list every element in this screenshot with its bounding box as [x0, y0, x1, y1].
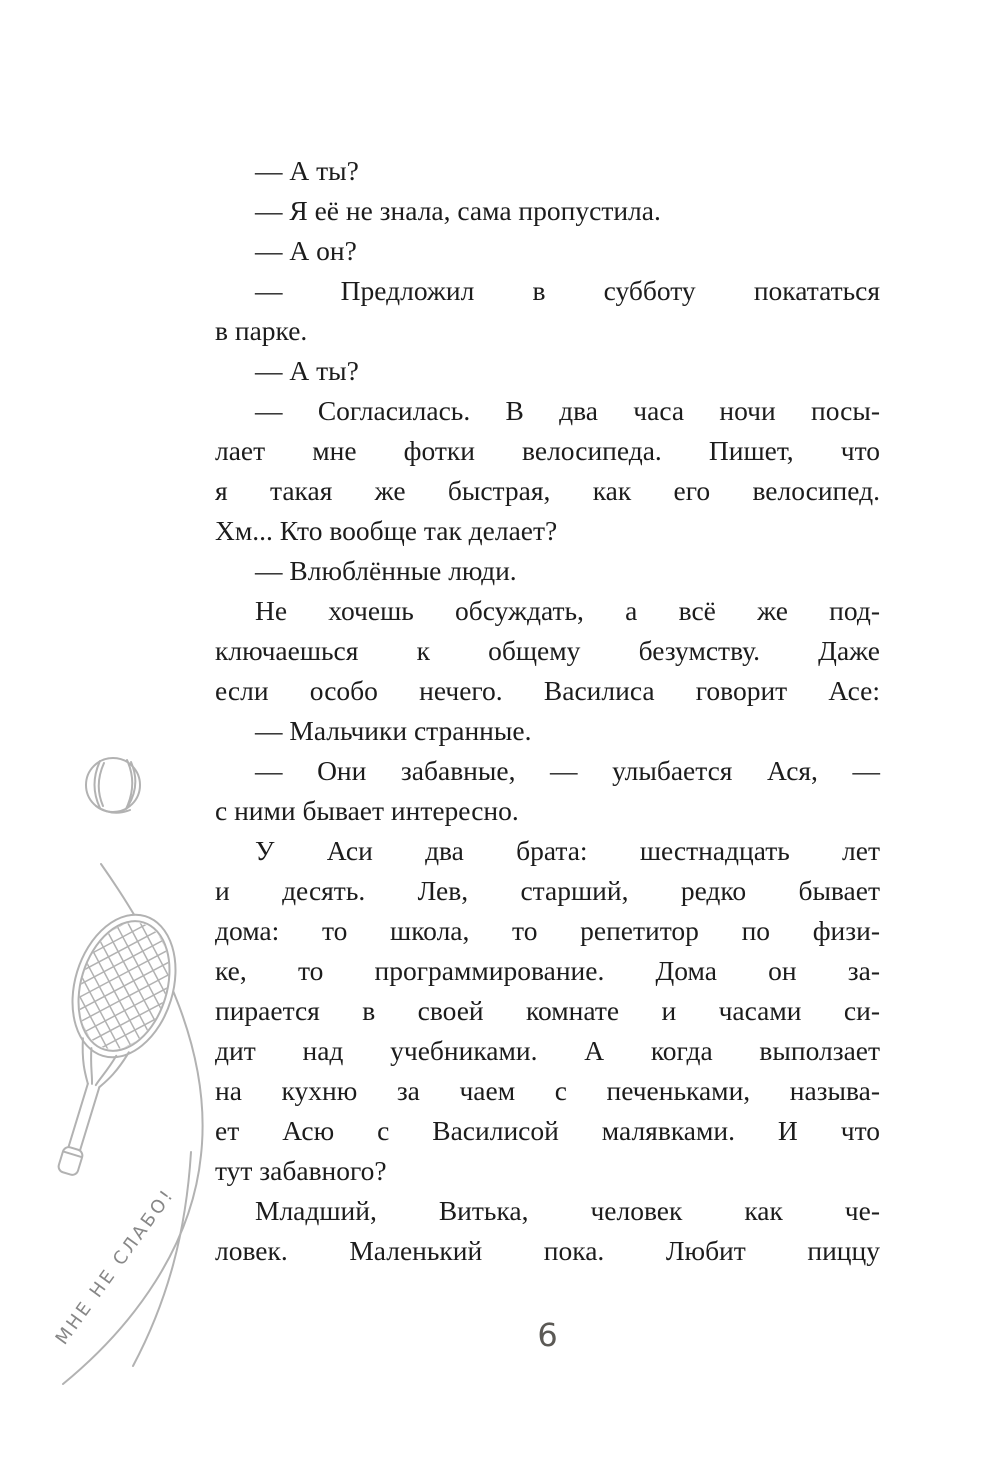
tennis-ball-icon — [86, 758, 140, 813]
margin-illustration — [0, 735, 240, 1415]
text-line: дома: то школа, то репетитор по физи- — [215, 915, 880, 946]
text-line: — А ты? — [255, 155, 359, 186]
text-line: Младший, Витька, человек как че- — [255, 1195, 880, 1226]
text-line: ет Асю с Василисой малявками. И что — [215, 1115, 880, 1146]
text-line: — Я её не знала, сама пропустила. — [255, 195, 661, 226]
text-line: если особо нечего. Василиса говорит Асе: — [215, 675, 880, 706]
text-line: лает мне фотки велосипеда. Пишет, что — [215, 435, 880, 466]
text-line: на кухню за чаем с печеньками, называ- — [215, 1075, 880, 1106]
text-line: ловек. Маленький пока. Любит пиццу — [215, 1235, 880, 1266]
text-line: — Предложил в субботу покататься — [255, 275, 880, 306]
text-line: — Мальчики странные. — [255, 715, 532, 746]
text-line: пирается в своей комнате и часами си- — [215, 995, 880, 1026]
text-line: У Аси два брата: шестнадцать лет — [255, 835, 880, 866]
text-line: — Они забавные, — улыбается Ася, — — [255, 755, 880, 786]
text-line: — А он? — [255, 235, 357, 266]
page-text — [215, 151, 880, 1271]
series-title: МНЕ НЕ СЛАБО! — [51, 1184, 179, 1349]
text-line: Хм... Кто вообще так делает? — [215, 515, 558, 546]
text-line: Не хочешь обсуждать, а всё же под- — [255, 595, 880, 626]
text-line: ке, то программирование. Дома он за- — [215, 955, 880, 986]
text-line: тут забавного? — [215, 1155, 387, 1186]
text-line: и десять. Лев, старший, редко бывает — [215, 875, 880, 906]
tennis-racket-icon — [0, 857, 240, 1204]
text-line: — Согласилась. В два часа ночи посы- — [255, 395, 880, 426]
text-line: — А ты? — [255, 355, 359, 386]
text-line: с ними бывает интересно. — [215, 795, 519, 826]
text-line: в парке. — [215, 315, 308, 346]
text-line: я такая же быстрая, как его велосипед. — [215, 475, 880, 506]
text-line: — Влюблённые люди. — [255, 555, 517, 586]
text-line: ключаешься к общему безумству. Даже — [215, 635, 880, 666]
page-number: 6 — [537, 1316, 558, 1354]
text-line: дит над учебниками. А когда выползает — [215, 1035, 880, 1066]
